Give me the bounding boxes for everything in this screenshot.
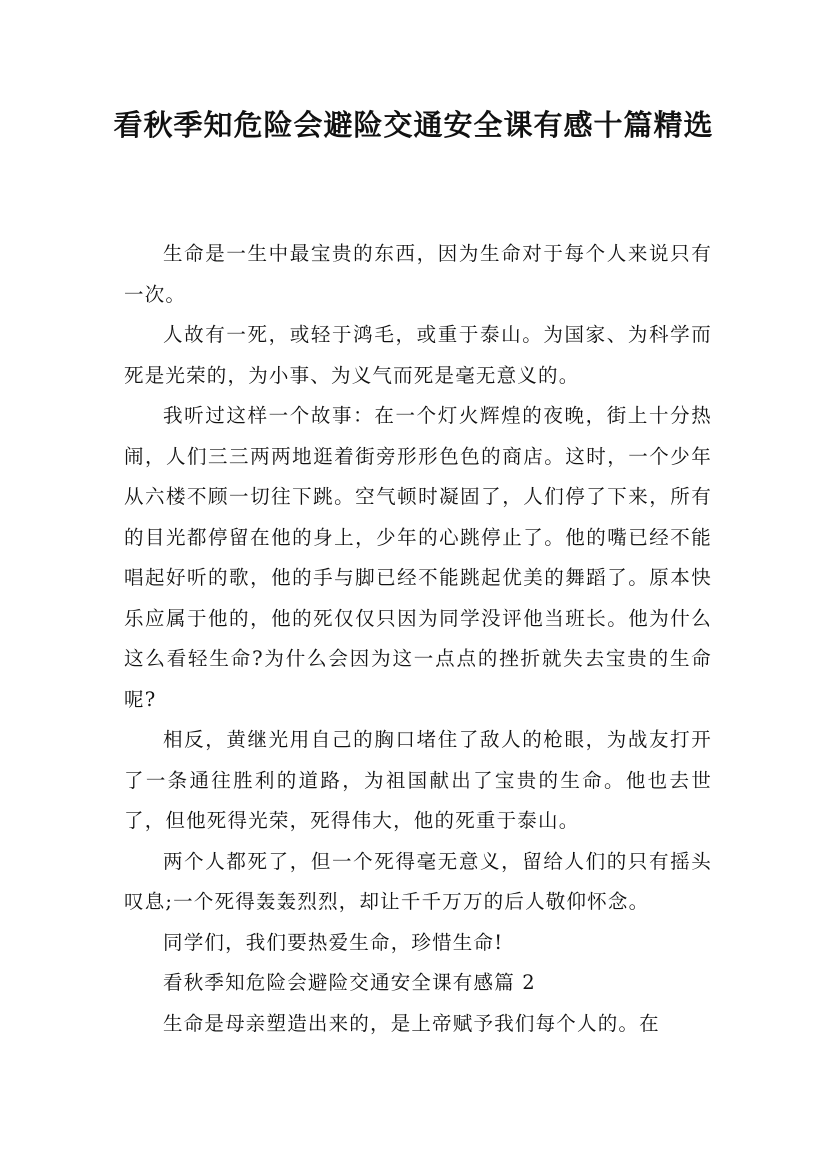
paragraph-4: 相反，黄继光用自己的胸口堵住了敌人的枪眼，为战友打开了一条通往胜利的道路，为祖国献出了宝贵的生命。他也去世了，但他死得光荣，死得伟大，他的死重于泰山。 [124, 728, 712, 832]
paragraph-3: 我听过这样一个故事：在一个灯火辉煌的夜晚，街上十分热闹，人们三三两两地逛着街旁形形色色的商店。这时，一个少年从六楼不顾一切往下跳。空气顿时凝固了，人们停了下来，所有的目光都停留在他的身上，少年的心跳停止了。他的嘴已经不能唱起好听的歌，他的手与脚已经不能跳起优美的舞蹈了。原本快乐应属于他的，他的死仅仅只因为同学没评他当班长。他为什么这么看轻生命?为什么会因为这一点点的挫折就失去宝贵的生命呢? [124, 404, 712, 711]
paragraph-5: 两个人都死了，但一个死得毫无意义，留给人们的只有摇头叹息;一个死得轰轰烈烈，却让千千万万的后人敬仰怀念。 [124, 849, 712, 913]
document-body [124, 234, 712, 1044]
paragraph-2: 人故有一死，或轻于鸿毛，或重于泰山。为国家、为科学而死是光荣的，为小事、为义气而死是毫无意义的。 [124, 323, 712, 387]
paragraph-6: 同学们，我们要热爱生命，珍惜生命! [163, 930, 504, 954]
paragraph-1: 生命是一生中最宝贵的东西，因为生命对于每个人来说只有一次。 [124, 242, 712, 306]
document-title: 看秋季知危险会避险交通安全课有感十篇精选 [113, 108, 714, 142]
paragraph-7: 生命是母亲塑造出来的，是上帝赋予我们每个人的。在 [163, 1011, 660, 1035]
section-heading-2: 看秋季知危险会避险交通安全课有感篇 2 [163, 971, 536, 994]
